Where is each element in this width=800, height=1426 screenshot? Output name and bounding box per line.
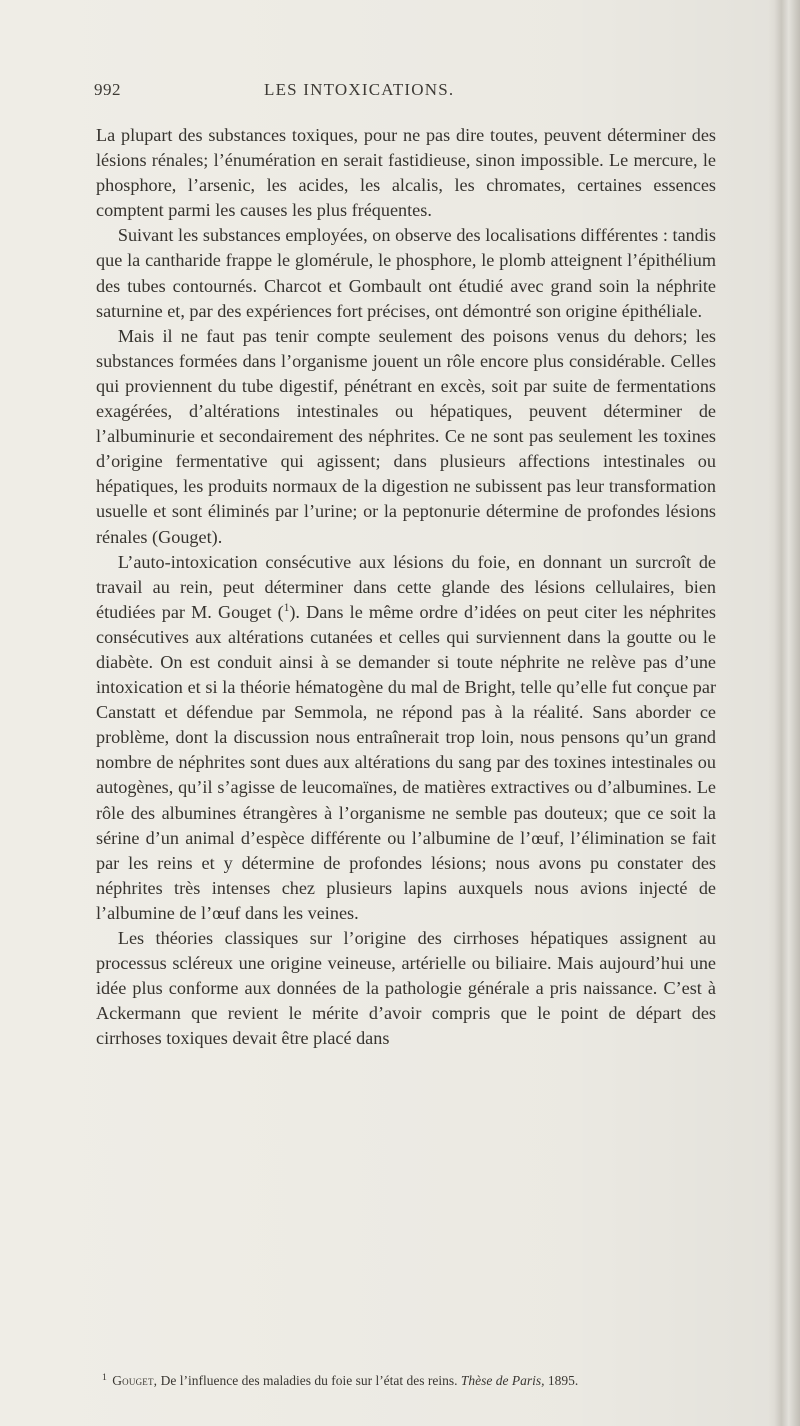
footnote-title: De l’influence des maladies du foie sur l’état des reins.: [157, 1373, 461, 1388]
paragraph-3: Mais il ne faut pas tenir compte seulement des poisons venus du dehors; les substances formées dans l’organisme jouent un rôle encore plus considérable. Celles qui proviennent du tube digestif, pénétrant en excès, soit par suite de fermentations exagérées, d’altérations intestinales ou hépatiques, peuvent déterminer de l’albuminurie et secondairement des néphrites. Ce ne sont pas seulement les toxines d’origine fermentative qui agissent; dans plusieurs affections intestinales ou hépatiques, les produits normaux de la digestion ne subissent pas leur transformation usuelle et sont éliminés par l’urine; or la peptonurie détermine de profondes lésions rénales (Gouget).: [96, 325, 716, 547]
paragraph-4: [96, 550, 716, 926]
paragraph-5: Les théories classiques sur l’origine des cirrhoses hépatiques assignent au processus scléreux une origine veineuse, artérielle ou biliaire. Mais aujourd’hui une idée plus conforme aux données de la pathologie générale a pris naissance. C’est à Ackermann que revient le mérite d’avoir compris que le point de départ des cirrhoses toxiques devait être placé dans: [96, 928, 716, 1049]
footnote-mark: 1: [102, 1371, 107, 1383]
paragraph-1: La plupart des substances toxiques, pour ne pas dire toutes, peuvent déterminer des lésions rénales; l’énumération en serait fastidieuse, sinon impossible. Le mercure, le phosphore, l’arsenic, les acides, les alcalis, les chromates, certaines essences comptent parmi les causes les plus fréquentes.: [96, 125, 716, 221]
paragraph-2: Suivant les substances employées, on observe des localisations différentes : tandis que la cantharide frappe le glomérule, le phosphore, le plomb atteignent l’épithélium des tubes contournés. Charcot et Gombault ont étudié avec grand soin la néphrite saturnine et, par des expériences fort précises, ont démontré son origine épithéliale.: [96, 225, 716, 321]
page-number: 992: [94, 80, 121, 99]
footnote-reference: 1: [283, 601, 290, 614]
footnote: [102, 1372, 714, 1390]
footnote-year: 1895.: [544, 1373, 579, 1388]
main-text: [96, 123, 716, 1051]
paragraph-4-text-after-note: ). Dans le même ordre d’idées on peut citer les néphrites consécutives aux altérations cutanées et celles qui surviennent dans la goutte ou le diabète. On est conduit ainsi à se demander si toute néphrite ne relève pas d’une intoxication et si la théorie hématogène du mal de Bright, telle qu’elle fut conçue par Canstatt et défendue par Semmola, ne répond pas à la réalité. Sans aborder ce problème, dont la discussion nous entraînerait trop loin, nous pensons qu’un grand nombre de néphrites sont dues aux altérations du sang par des toxines intestinales ou autogènes, qu’il s’agisse de leucomaïnes, de matières extractives ou d’albumines. Le rôle des albumines étrangères à l’organisme ne semble pas douteux; que ce soit la sérine d’un animal d’espèce différente ou l’albumine de l’œuf, l’élimination se fait par les reins et y détermine de profondes lésions; nous avons pu constater des néphrites très intenses chez plusieurs lapins auxquels nous avions injecté de l’albumine de l’œuf dans les veines.: [96, 601, 716, 923]
paragraph-4-text-before-note: L’auto-intoxication consécutive aux lésions du foie, en donnant un surcroît de travail au rein, peut déterminer dans cette glande des lésions cellulaires, bien étudiées par M. Gouget (: [96, 551, 716, 622]
footnote-author: Gouget,: [112, 1373, 158, 1388]
page-edge-shadow: [768, 0, 800, 1426]
page-header: [94, 80, 714, 104]
footnote-thesis: Thèse de Paris,: [460, 1373, 545, 1388]
running-head: LES INTOXICATIONS.: [264, 80, 455, 99]
